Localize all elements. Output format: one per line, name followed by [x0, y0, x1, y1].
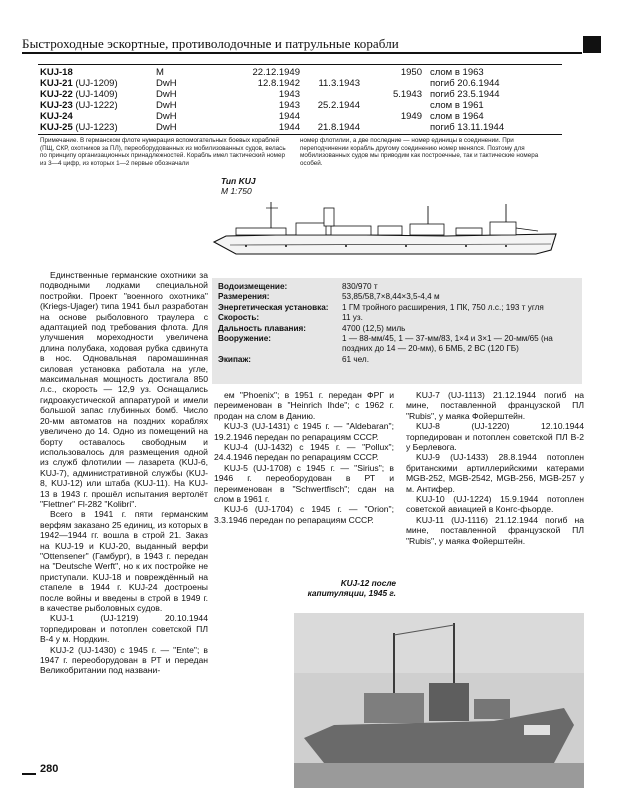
spec-row — [218, 355, 582, 365]
spec-value: 61 чел. — [342, 354, 369, 364]
ship-fate: погиб 23.5.1944 — [430, 89, 500, 100]
ship-fate: слом в 1963 — [430, 67, 484, 78]
spec-row — [218, 292, 582, 302]
ship-fate: погиб 13.11.1944 — [430, 122, 505, 133]
page-number: 280 — [40, 763, 59, 775]
spec-value: 1 — 88-мм/45, 1 — 37-мм/83, 1×4 и 3×1 — 20-мм/65 (на поздних до 14 — 20-мм), 6 БМБ, 2 ВС (120 ГБ) — [342, 334, 553, 354]
paragraph: Единственные германские охотники за подводными лодками специальной постройки. Проект "военного охотника" (Kriegs-Ujager) типа 1941 был разработан на основе рыболовного траулера с адаптацией под требования флота. Для улучшения мореходности увеличена длина полубака, ходовая рубка сдвинута в нос. Одновальная паромашинная силовая установка работала на угле, максимальная мощность достигала 850 л.с., скорость — 12,9 уз. Оснащались гидроакустической аппаратурой и имели большой запас глубинных бомб. Число 20-мм автоматов на поздних кораблях увеличено до 14. Одно из помещений на борту оставалось свободным и использовалось для размещения одной из служб флотилии — лазарета (KUJ-6, KUJ-7), административной службы (KUJ-8, KUJ-12) или штаба (KUJ-11). На KUJ-13 в 1943 г. прошёл испытания вертолёт "Flettner" Fl-282 "Kolibri". — [40, 270, 208, 509]
spec-row — [218, 324, 582, 334]
spec-row — [218, 334, 582, 355]
spec-label: Размерения: — [218, 292, 270, 302]
header-marker — [583, 36, 601, 53]
text-column-middle — [214, 390, 394, 525]
paragraph: KUJ-10 (UJ-1224) 15.9.1944 потоплен советской авиацией в Конгс-фьорде. — [406, 494, 584, 515]
spec-row — [218, 313, 582, 323]
paragraph: KUJ-5 (UJ-1708) с 1945 г. — "Sirius"; в 1946 г. переоборудован в РТ и переименован в "Schwertfisch"; сдан на слом в 1961 г. — [214, 462, 394, 505]
ship-fate: слом в 1964 — [430, 111, 484, 122]
ship-laid-down: 22.12.1949 — [252, 67, 300, 78]
table-note-right: номер флотилии, а две последние — номер единицы в соединении. При переподчинении корабль другому соединению номер менялся. Поэтому для мобилизованных судов мы приводим как построечные, так и тактические номера особей. — [300, 137, 539, 167]
ship-laid-down: 12.8.1942 — [257, 78, 300, 89]
ship-launched: 25.2.1944 — [317, 100, 360, 111]
spec-label: Скорость: — [218, 313, 260, 323]
ship-scale: М 1:750 — [221, 186, 252, 196]
ship-launched — [304, 67, 364, 78]
ship-row — [40, 67, 508, 78]
photo-caption: KUJ-12 после капитуляции, 1945 г. — [307, 578, 396, 598]
paragraph: ем "Phoenix"; в 1951 г. передан ФРГ и переименован в "Heinrich Ihde"; с 1962 г. продан на слом в Данию. — [214, 390, 394, 421]
spec-row — [218, 303, 582, 313]
spec-value: 1 ГМ тройного расширения, 1 ПК, 750 л.с.; 193 т угля — [342, 302, 544, 312]
specifications-box — [212, 278, 582, 384]
ship-row — [40, 111, 508, 122]
spec-value: 4700 (12,5) миль — [342, 323, 406, 333]
ship-name: KUJ-23 (UJ-1222) — [40, 100, 118, 111]
ship-row — [40, 78, 508, 89]
ship-fate: слом в 1961 — [430, 100, 484, 111]
ship-commissioned: 1950 — [400, 67, 422, 78]
ship-commissioned — [364, 122, 426, 133]
page-number-rule — [22, 773, 36, 775]
text-column-left — [40, 270, 208, 676]
ship-commissioned: 5.1943 — [392, 89, 422, 100]
spec-value: 11 уз. — [342, 313, 363, 323]
text-column-right — [406, 390, 584, 546]
header-rule — [22, 52, 582, 54]
paragraph: KUJ-6 (UJ-1704) с 1945 г. — "Orion"; 3.3.1946 передан по репарациям СССР. — [214, 504, 394, 525]
ship-photo-image — [294, 613, 584, 788]
spec-label: Водоизмещение: — [218, 282, 288, 291]
spec-label: Экипаж: — [218, 354, 251, 364]
ship-laid-down: 1944 — [278, 122, 300, 133]
paragraph: KUJ-1 (UJ-1219) 20.10.1944 торпедирован и потоплен советской ПЛ В-4 у м. Нордкин. — [40, 613, 208, 645]
table-bottom-rule — [38, 134, 562, 135]
ship-commissioned: 1949 — [400, 111, 422, 122]
ship-launched — [304, 89, 364, 100]
spec-value: 830/970 т — [342, 282, 378, 291]
paragraph: Всего в 1941 г. пяти германским верфям заказано 25 единиц, из которых в 1942—1944 гг. вошла в строй 21. Заказ на KUJ-19 и KUJ-20, выданный верфи "Ottensener" (Гамбург), в 1943 г. передан на "Deutsche Werft", но к их постройке не приступали. KUJ-18 и повреждённый на стапеле в 1944 г. KUJ-24 достроены после войны и введены в строй в 1949 г. в качестве рыболовных судов. — [40, 509, 208, 613]
ship-builder: DwH — [156, 122, 177, 133]
ship-laid-down: 1944 — [278, 111, 300, 122]
specifications-table — [218, 282, 582, 365]
paragraph: KUJ-8 (UJ-1220) 12.10.1944 торпедирован и потоплен советской ПЛ В-2 у Берлевога. — [406, 421, 584, 453]
ship-launched: 11.3.1943 — [318, 78, 360, 89]
ship-commissioned — [364, 100, 426, 111]
paragraph: KUJ-7 (UJ-1113) 21.12.1944 погиб на мине, поставленной французской ПЛ "Rubis", у маяка Фойерштейн. — [406, 390, 584, 421]
ship-name: KUJ-21 (UJ-1209) — [40, 78, 118, 89]
ships-table — [40, 67, 508, 133]
ship-name: KUJ-18 — [40, 67, 73, 78]
ship-builder: DwH — [156, 100, 177, 111]
ship-photograph — [294, 613, 584, 788]
ship-builder: DwH — [156, 89, 177, 100]
spec-label: Вооружение: — [218, 334, 271, 344]
paragraph: KUJ-11 (UJ-1116) 21.12.1944 погиб на мине, поставленной французской ПЛ "Rubis", у маяка Фойерштейн. — [406, 514, 584, 546]
paragraph: KUJ-3 (UJ-1431) с 1945 г. — "Aldebaran"; 19.2.1946 передан по репарациям СССР. — [214, 421, 394, 442]
ship-builder: DwH — [156, 78, 177, 89]
ship-row — [40, 100, 508, 111]
ship-drawing-caption — [221, 176, 256, 196]
ship-type-title: Тип KUJ — [221, 176, 256, 186]
ship-row — [40, 122, 508, 133]
paragraph: KUJ-4 (UJ-1432) с 1945 г. — "Pollux"; 24.4.1946 передан по репарациям СССР. — [214, 442, 394, 463]
spec-row — [218, 282, 582, 292]
table-note-left: Примечание. В германском флоте нумерация вспомогательных боевых кораблей (ПЩ, СКР, охотников за ПЛ), переоборудованных из мобилизованных судов, велась по принципу организационных принадлежностей. Корабль имел тактический номер из 3—4 цифр, из которых 1—2 первые обозначали — [40, 137, 286, 167]
table-top-rule — [38, 64, 562, 65]
spec-value: 53,85/58,7×8,44×3,5-4,4 м — [342, 292, 440, 302]
ship-side-profile-drawing — [206, 200, 566, 266]
ship-commissioned — [364, 78, 426, 89]
running-header: Быстроходные эскортные, противолодочные и патрульные корабли — [22, 36, 399, 51]
ship-name: KUJ-25 (UJ-1223) — [40, 122, 118, 133]
paragraph: KUJ-2 (UJ-1430) с 1945 г. — "Ente"; в 1947 г. переоборудован в РТ и передан Великобритании под названи- — [40, 644, 208, 676]
ship-name: KUJ-24 — [40, 111, 73, 122]
spec-label: Дальность плавания: — [218, 323, 306, 333]
ship-builder: DwH — [156, 111, 177, 122]
ship-fate: погиб 20.6.1944 — [430, 78, 500, 89]
ship-launched: 21.8.1944 — [317, 122, 360, 133]
ship-builder: M — [156, 67, 164, 78]
ship-launched — [304, 111, 364, 122]
ship-laid-down: 1943 — [278, 100, 300, 111]
ship-laid-down: 1943 — [278, 89, 300, 100]
spec-label: Энергетическая установка: — [218, 302, 329, 312]
ship-row — [40, 89, 508, 100]
ship-name: KUJ-22 (UJ-1409) — [40, 89, 118, 100]
paragraph: KUJ-9 (UJ-1433) 28.8.1944 потоплен британскими артиллерийскими катерами MGB-252, MGB-2542, MGB-256, MGB-257 у м. Антифер. — [406, 452, 584, 494]
